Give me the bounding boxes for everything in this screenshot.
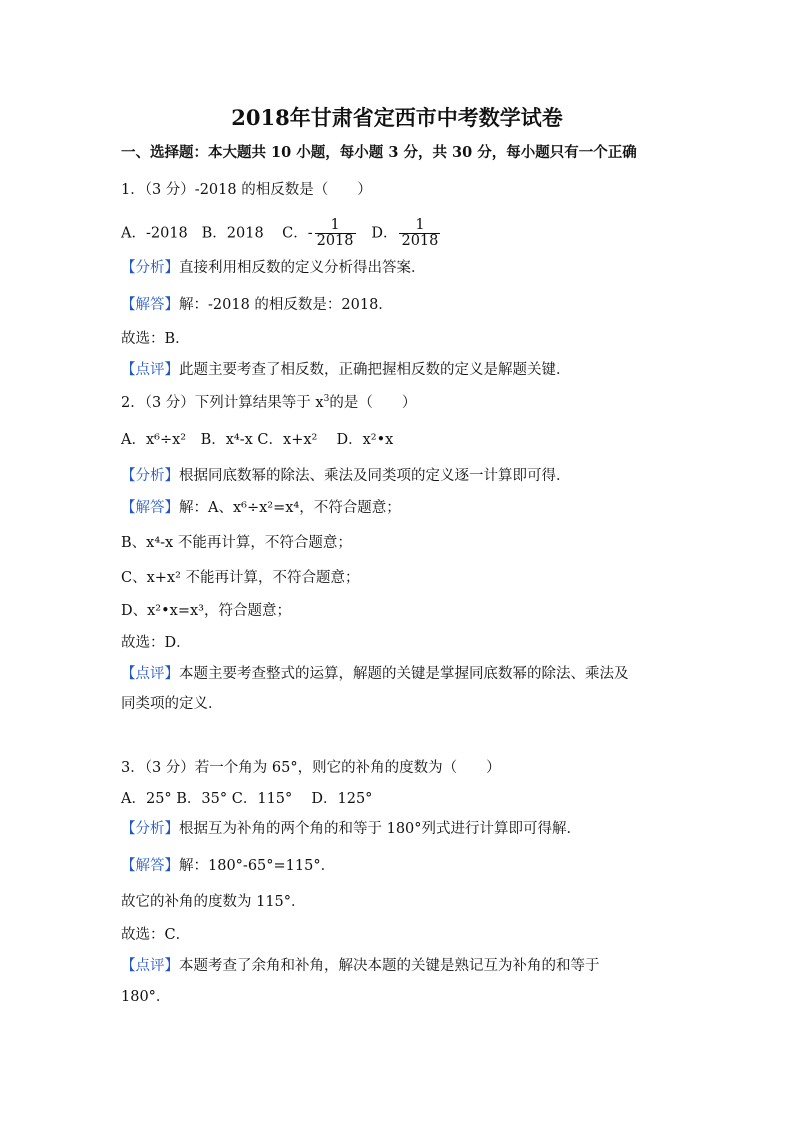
q1-option-c: C．- [282,225,313,242]
q1-comment: 【点评】此题主要考查了相反数，正确把握相反数的定义是解题关键． [121,362,571,378]
question-1-options [121,218,442,249]
q2-analysis: 【分析】根据同底数幂的除法、乘法及同类项的定义逐一计算即可得． [121,468,571,484]
page-title: 2018年甘肃省定西市中考数学试卷 [231,105,563,130]
solution-tag: 【解答】 [121,858,179,874]
question-2-stem: 2．（3 分）下列计算结果等于 $x^3$的是（ ） [121,394,417,411]
q1-option-b: B．2018 [201,225,264,242]
q1-solution: 【解答】解：-2018 的相反数是：2018． [121,297,393,313]
q1-choice: 故选：B． [121,331,190,347]
section-heading: 一、选择题：本大题共 10 小题，每小题 3 分，共 30 分，每小题只有一个正确 [121,144,637,161]
q2-comment-cont: 同类项的定义． [121,696,223,712]
analysis-tag: 【分析】 [121,821,179,837]
solution-tag: 【解答】 [121,500,179,516]
solution-tag: 【解答】 [121,297,179,313]
q1-option-d-fraction: $\frac{1}{2018}$ [401,217,439,249]
q2-solution: 【解答】解：A、x⁶÷x²=x⁴，不符合题意； [121,500,401,516]
q3-comment: 【点评】本题考查了余角和补角，解决本题的关键是熟记互为补角的和等于 [121,958,600,974]
q3-analysis: 【分析】根据互为补角的两个角的和等于 180°列式进行计算即可得解． [121,821,582,837]
analysis-tag: 【分析】 [121,260,179,276]
q2-choice: 故选：D． [121,635,191,651]
q3-comment-cont: 180°． [121,989,171,1005]
analysis-tag: 【分析】 [121,468,179,484]
q1-option-d: D． [371,225,398,242]
q2-comment: 【点评】本题主要考查整式的运算，解题的关键是掌握同底数幂的除法、乘法及 [121,666,629,682]
q2-solution-d: D、x²•x=x³，符合题意； [121,603,291,619]
question-2-options: A．x⁶÷x² B．x⁴-x C．x+x² D．x²•x [121,432,394,448]
question-3-options: A．25° B．35° C．115° D．125° [121,791,373,807]
comment-tag: 【点评】 [121,666,179,682]
q2-solution-c: C、x+x² 不能再计算，不符合题意； [121,570,360,586]
q3-solution: 【解答】解：180°-65°=115°． [121,858,336,874]
question-1-stem: 1．（3 分）-2018 的相反数是（ ） [121,182,372,198]
q1-analysis: 【分析】直接利用相反数的定义分析得出答案． [121,260,426,276]
q2-solution-b: B、x⁴-x 不能再计算，不符合题意； [121,535,352,551]
question-3-stem: 3．（3 分）若一个角为 65°，则它的补角的度数为（ ） [121,760,501,776]
comment-tag: 【点评】 [121,362,179,378]
q1-option-a: A．-2018 [121,225,188,242]
q3-choice: 故选：C． [121,927,191,943]
q1-option-c-fraction: $\frac{1}{2018}$ [316,217,354,249]
comment-tag: 【点评】 [121,958,179,974]
q3-result: 故它的补角的度数为 115°． [121,894,306,910]
